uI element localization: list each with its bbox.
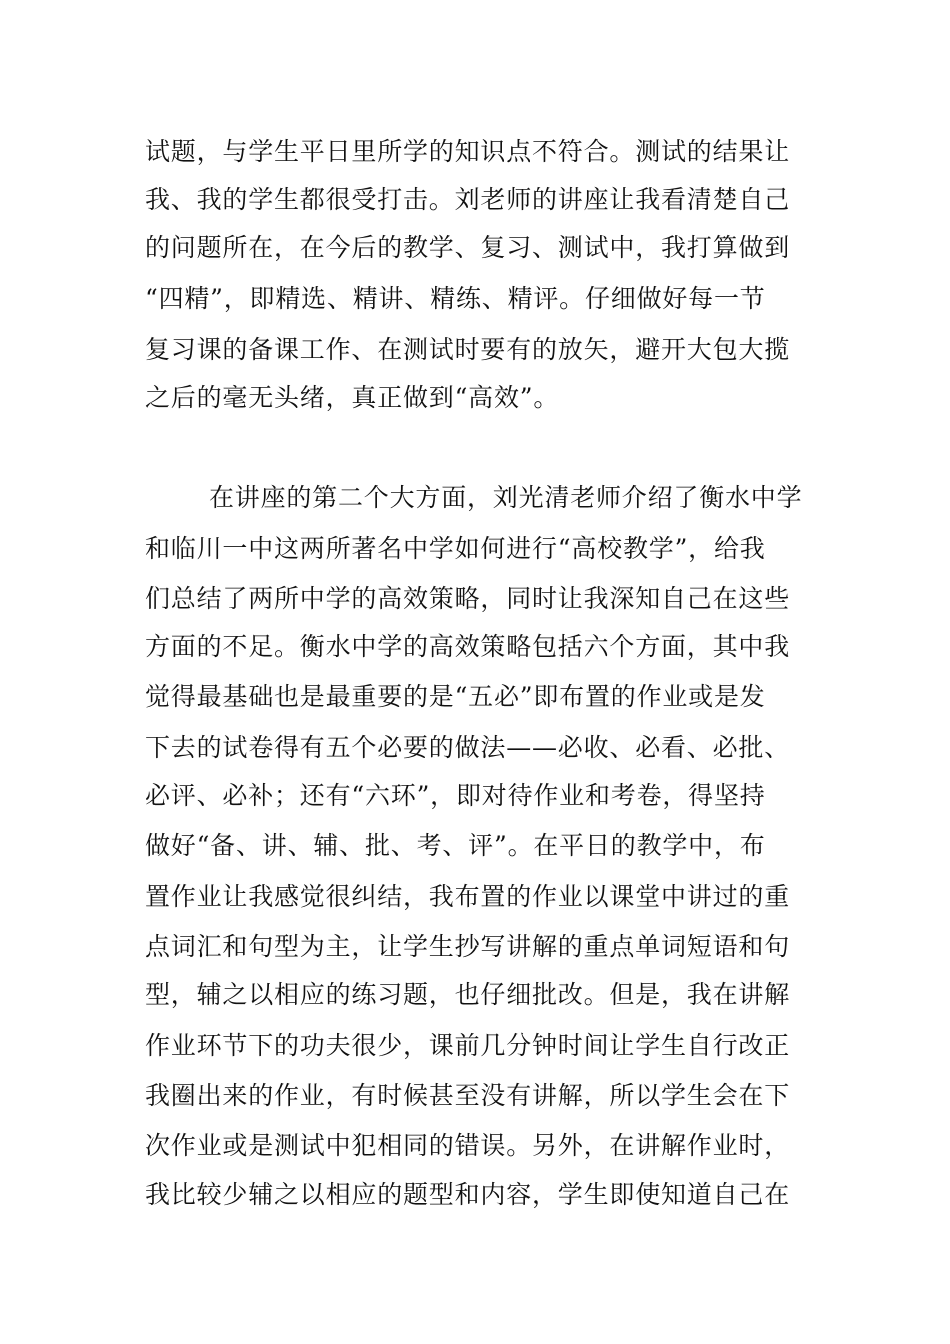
text-line: 型，辅之以相应的练习题，也仔细批改。但是，我在讲解 bbox=[145, 980, 791, 1009]
text-line: “四精”，即精选、精讲、精练、精评。仔细做好每一节 bbox=[145, 284, 766, 313]
text-line: 作业环节下的功夫很少，课前几分钟时间让学生自行改正 bbox=[145, 1031, 791, 1060]
text-line: 我比较少辅之以相应的题型和内容，学生即使知道自己在 bbox=[145, 1180, 791, 1209]
text-line: 的问题所在，在今后的教学、复习、测试中，我打算做到 bbox=[145, 233, 791, 262]
text-line: 和临川一中这两所著名中学如何进行“高校教学”，给我 bbox=[145, 534, 766, 563]
text-line: 我、我的学生都很受打击。刘老师的讲座让我看清楚自己 bbox=[145, 185, 791, 214]
text-line: 方面的不足。衡水中学的高效策略包括六个方面，其中我 bbox=[145, 632, 791, 661]
text-line: 觉得最基础也是最重要的是“五必”即布置的作业或是发 bbox=[145, 682, 766, 711]
text-line: 我圈出来的作业，有时候甚至没有讲解，所以学生会在下 bbox=[145, 1081, 791, 1110]
text-line: 们总结了两所中学的高效策略，同时让我深知自己在这些 bbox=[145, 584, 791, 613]
text-line: 次作业或是测试中犯相同的错误。另外，在讲解作业时， bbox=[145, 1131, 791, 1160]
text-line: 之后的毫无头绪，真正做到“高效”。 bbox=[145, 383, 560, 412]
text-line: 下去的试卷得有五个必要的做法——必收、必看、必批、 bbox=[145, 733, 791, 762]
text-line: 点词汇和句型为主，让学生抄写讲解的重点单词短语和句 bbox=[145, 932, 791, 961]
text-line: 必评、必补；还有“六环”，即对待作业和考卷，得坚持 bbox=[145, 781, 766, 810]
text-line: 复习课的备课工作、在测试时要有的放矢，避开大包大揽 bbox=[145, 335, 791, 364]
text-line: 试题，与学生平日里所学的知识点不符合。测试的结果让 bbox=[145, 137, 791, 166]
text-line: 置作业让我感觉很纠结，我布置的作业以课堂中讲过的重 bbox=[145, 882, 791, 911]
text-line: 做好“备、讲、辅、批、考、评”。在平日的教学中，布 bbox=[145, 831, 766, 860]
text-line: 在讲座的第二个大方面，刘光清老师介绍了衡水中学 bbox=[209, 483, 803, 512]
